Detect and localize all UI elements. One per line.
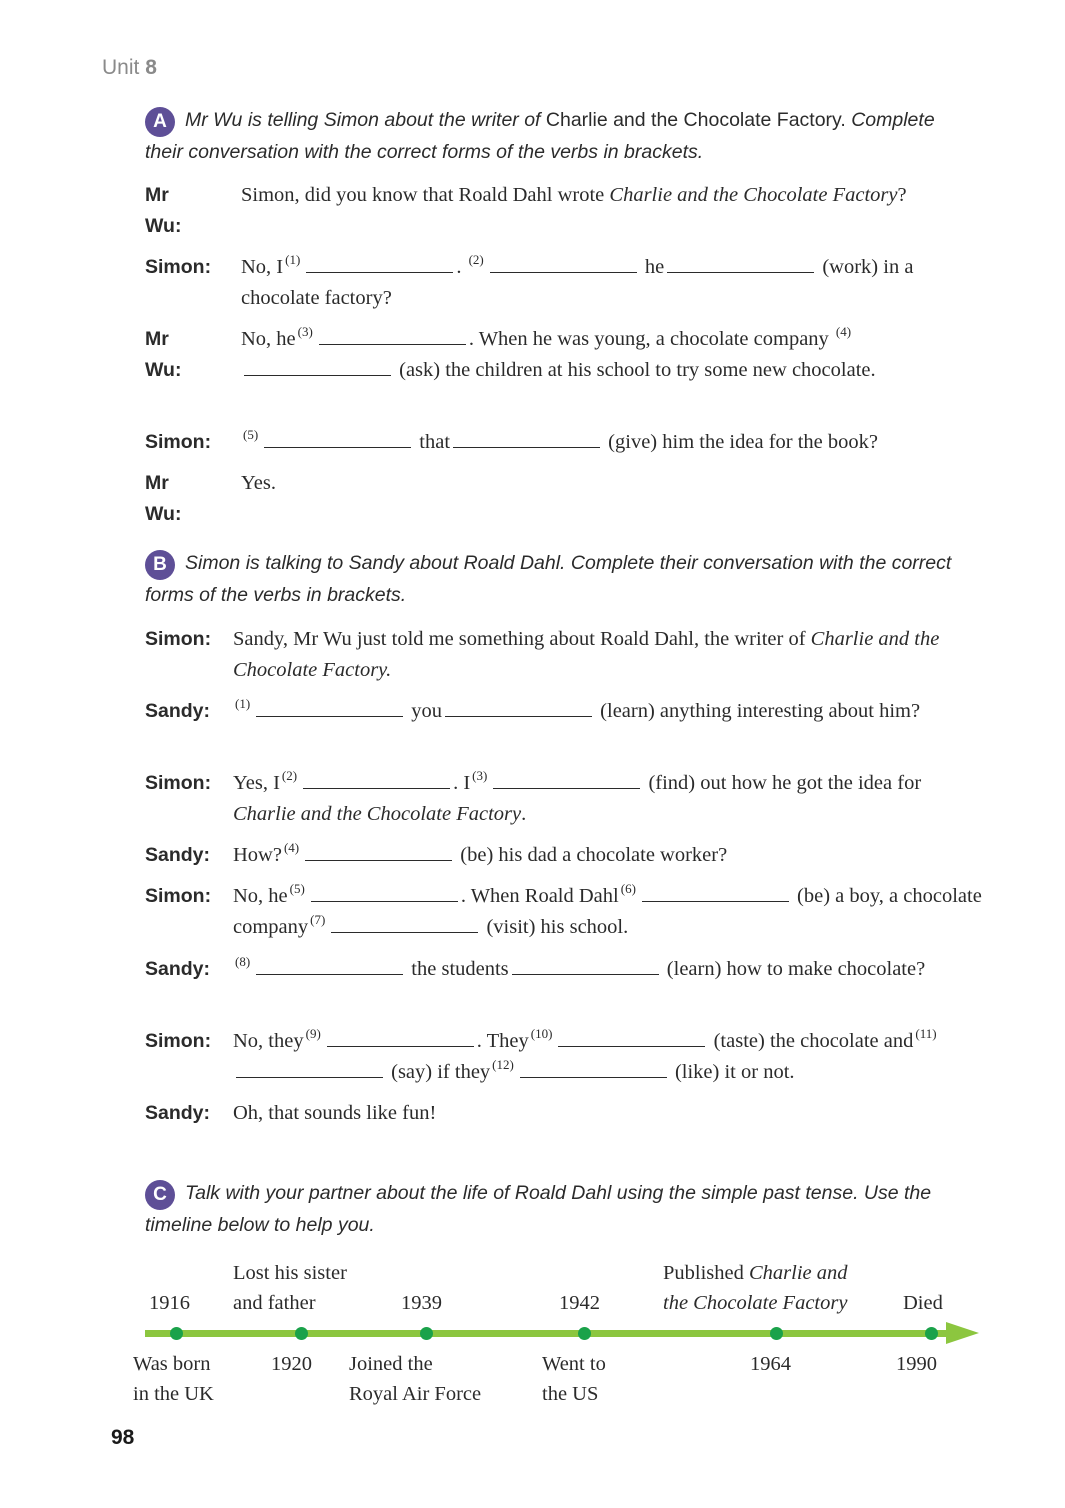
section-a-instruction: A Mr Wu is telling Simon about the writer of Charlie and the Chocolate Factory. Complete their conversation with the correct forms of the verbs in brackets. xyxy=(145,109,935,163)
book-title: Charlie and the Chocolate Factory. xyxy=(545,109,846,131)
answer-blank[interactable] xyxy=(512,954,659,975)
timeline-event: Royal Air Force xyxy=(349,1383,482,1405)
timeline-dot xyxy=(925,1327,938,1340)
timeline-event: Was born xyxy=(133,1353,211,1375)
answer-blank[interactable] xyxy=(236,1057,383,1078)
answer-blank[interactable] xyxy=(331,912,478,933)
unit-header xyxy=(102,56,157,80)
answer-blank[interactable] xyxy=(642,881,789,902)
timeline-event: Lost his sister xyxy=(233,1262,347,1284)
answer-blank[interactable] xyxy=(256,954,403,975)
timeline-year: 1920 xyxy=(271,1353,312,1375)
answer-blank[interactable] xyxy=(306,252,453,273)
timeline-year: 1942 xyxy=(559,1292,600,1314)
answer-blank[interactable] xyxy=(244,355,391,376)
speaker: Mr Wu: xyxy=(145,472,182,525)
answer-blank[interactable] xyxy=(305,840,452,861)
speaker: Simon: xyxy=(145,885,212,907)
timeline-event: Died xyxy=(903,1292,943,1314)
timeline-year: 1990 xyxy=(896,1353,937,1375)
timeline-year: 1916 xyxy=(149,1292,190,1314)
speaker: Simon: xyxy=(145,628,212,650)
section-b-instruction: B Simon is talking to Sandy about Roald Dahl. Complete their conversation with the correct forms of the verbs in brackets. xyxy=(145,552,952,606)
timeline-year: 1939 xyxy=(401,1292,442,1314)
answer-blank[interactable] xyxy=(453,427,600,448)
answer-blank[interactable] xyxy=(319,324,466,345)
timeline-event: Went to xyxy=(542,1353,606,1375)
timeline-year: 1964 xyxy=(750,1353,791,1375)
timeline-event: Joined the xyxy=(349,1353,433,1375)
unit-number: 8 xyxy=(145,56,157,79)
answer-blank[interactable] xyxy=(445,696,592,717)
answer-blank[interactable] xyxy=(558,1026,705,1047)
speaker: Simon: xyxy=(145,1030,212,1052)
answer-blank[interactable] xyxy=(264,427,411,448)
unit-label: Unit xyxy=(102,56,140,79)
answer-blank[interactable] xyxy=(520,1057,667,1078)
answer-blank[interactable] xyxy=(311,881,458,902)
answer-blank[interactable] xyxy=(256,696,403,717)
answer-blank[interactable] xyxy=(327,1026,474,1047)
timeline-event: in the UK xyxy=(133,1383,214,1405)
timeline-arrow-icon xyxy=(946,1322,979,1344)
answer-blank[interactable] xyxy=(490,252,637,273)
timeline-event: and father xyxy=(233,1292,316,1314)
timeline-event: the US xyxy=(542,1383,599,1405)
timeline-dot xyxy=(770,1327,783,1340)
answer-blank[interactable] xyxy=(303,768,450,789)
section-b-badge: B xyxy=(145,550,175,580)
speaker: Sandy: xyxy=(145,700,211,722)
timeline-event: the Chocolate Factory xyxy=(663,1292,848,1314)
speaker: Mr Wu: xyxy=(145,184,182,237)
timeline-dot xyxy=(578,1327,591,1340)
timeline-dot xyxy=(295,1327,308,1340)
speaker: Sandy: xyxy=(145,1102,211,1124)
timeline-line xyxy=(145,1330,952,1337)
page-number: 98 xyxy=(111,1426,135,1449)
section-a-badge: A xyxy=(145,107,175,137)
speaker: Simon: xyxy=(145,256,212,278)
timeline-event: Published Charlie and xyxy=(663,1262,848,1284)
speaker: Sandy: xyxy=(145,958,211,980)
section-c-instruction: C Talk with your partner about the life of Roald Dahl using the simple past tense. Use the timeline below to help you. xyxy=(145,1182,932,1236)
timeline-dot xyxy=(170,1327,183,1340)
answer-blank[interactable] xyxy=(493,768,640,789)
speaker: Mr Wu: xyxy=(145,328,182,381)
section-c-badge: C xyxy=(145,1180,175,1210)
speaker: Sandy: xyxy=(145,844,211,866)
speaker: Simon: xyxy=(145,431,212,453)
answer-blank[interactable] xyxy=(667,252,814,273)
timeline-dot xyxy=(420,1327,433,1340)
speaker: Simon: xyxy=(145,772,212,794)
